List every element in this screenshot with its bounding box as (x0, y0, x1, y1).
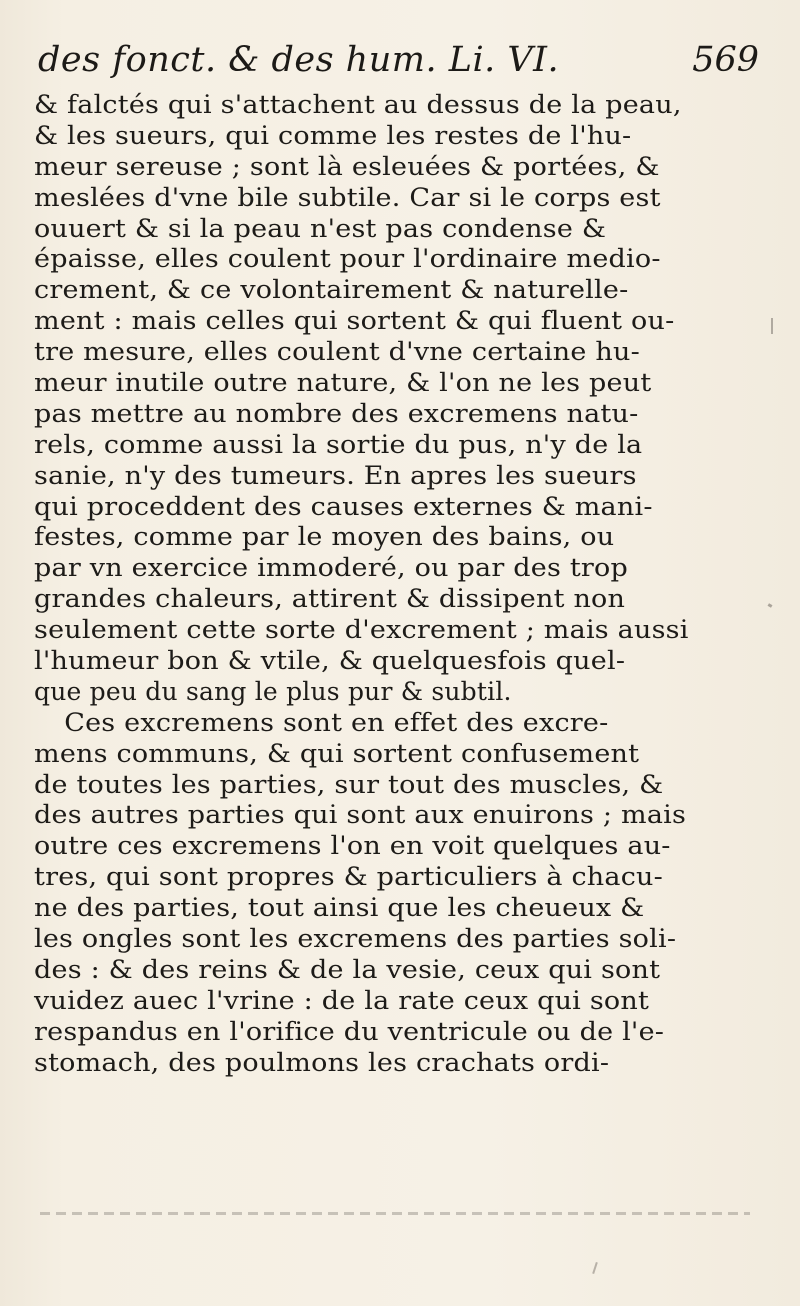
text-line: outre ces excremens l'on en voit quelques au- (34, 831, 671, 861)
text-line: tres, qui sont propres & particuliers à chacu- (34, 862, 663, 892)
body-text (34, 90, 764, 1079)
text-line: meur sereuse ; sont là esleuées & portées, & (34, 151, 660, 181)
text-line: tre mesure, elles coulent d'vne certaine hu- (34, 337, 640, 367)
text-line: des autres parties qui sont aux enuirons ; mais (34, 800, 687, 830)
text-line: qui proceddent des causes externes & mani- (34, 491, 653, 521)
text-line: meur inutile outre nature, & l'on ne les peut (34, 368, 652, 398)
text-line: des : & des reins & de la vesie, ceux qui sont (34, 954, 661, 984)
paragraph-first-line: Ces excremens sont en effet des excre- (64, 707, 609, 737)
text-line: ment : mais celles qui sortent & qui fluent ou- (34, 306, 675, 336)
text-line: vuidez auec l'vrine : de la rate ceux qui sont (34, 985, 650, 1015)
text-line: sanie, n'y des tumeurs. En apres les sueurs (34, 460, 637, 490)
running-title: des fonct. & des hum. Li. VI. (38, 40, 560, 80)
bleed-through-mark (40, 1212, 750, 1215)
text-line: grandes chaleurs, attirent & dissipent non (34, 584, 626, 614)
text-line: & les sueurs, qui comme les restes de l'hu- (34, 120, 632, 150)
bottom-mark (592, 1262, 598, 1274)
running-header (30, 38, 765, 92)
text-line: seulement cette sorte d'excrement ; mais aussi (34, 615, 689, 645)
text-line: crement, & ce volontairement & naturelle- (34, 275, 629, 305)
text-line: que peu du sang le plus pur & subtil. (34, 676, 512, 706)
text-line: & falctés qui s'attachent au dessus de la peau, (34, 90, 682, 119)
page-number: 569 (692, 40, 759, 80)
text-line: ne des parties, tout ainsi que les cheueux & (34, 893, 645, 923)
text-line: épaisse, elles coulent pour l'ordinaire medio- (34, 244, 661, 274)
text-line: de toutes les parties, sur tout des muscles, & (34, 769, 664, 799)
text-line: ouuert & si la peau n'est pas condense & (34, 213, 607, 243)
margin-mark (771, 318, 773, 334)
text-line: pas mettre au nombre des excremens natu- (34, 398, 639, 428)
text-line: par vn exercice immoderé, ou par des trop (34, 553, 628, 583)
text-line: mens communs, & qui sortent confusement (34, 738, 640, 768)
text-line: meslées d'vne bile subtile. Car si le corps est (34, 182, 661, 212)
text-line: l'humeur bon & vtile, & quelquesfois quel- (34, 646, 626, 676)
text-line: rels, comme aussi la sortie du pus, n'y de la (34, 429, 643, 459)
text-line: les ongles sont les excremens des parties soli- (34, 924, 677, 954)
text-line: respandus en l'orifice du ventricule ou de l'e- (34, 1016, 665, 1046)
text-line: festes, comme par le moyen des bains, ou (34, 522, 615, 552)
text-line: stomach, des poulmons les crachats ordi- (34, 1047, 610, 1077)
